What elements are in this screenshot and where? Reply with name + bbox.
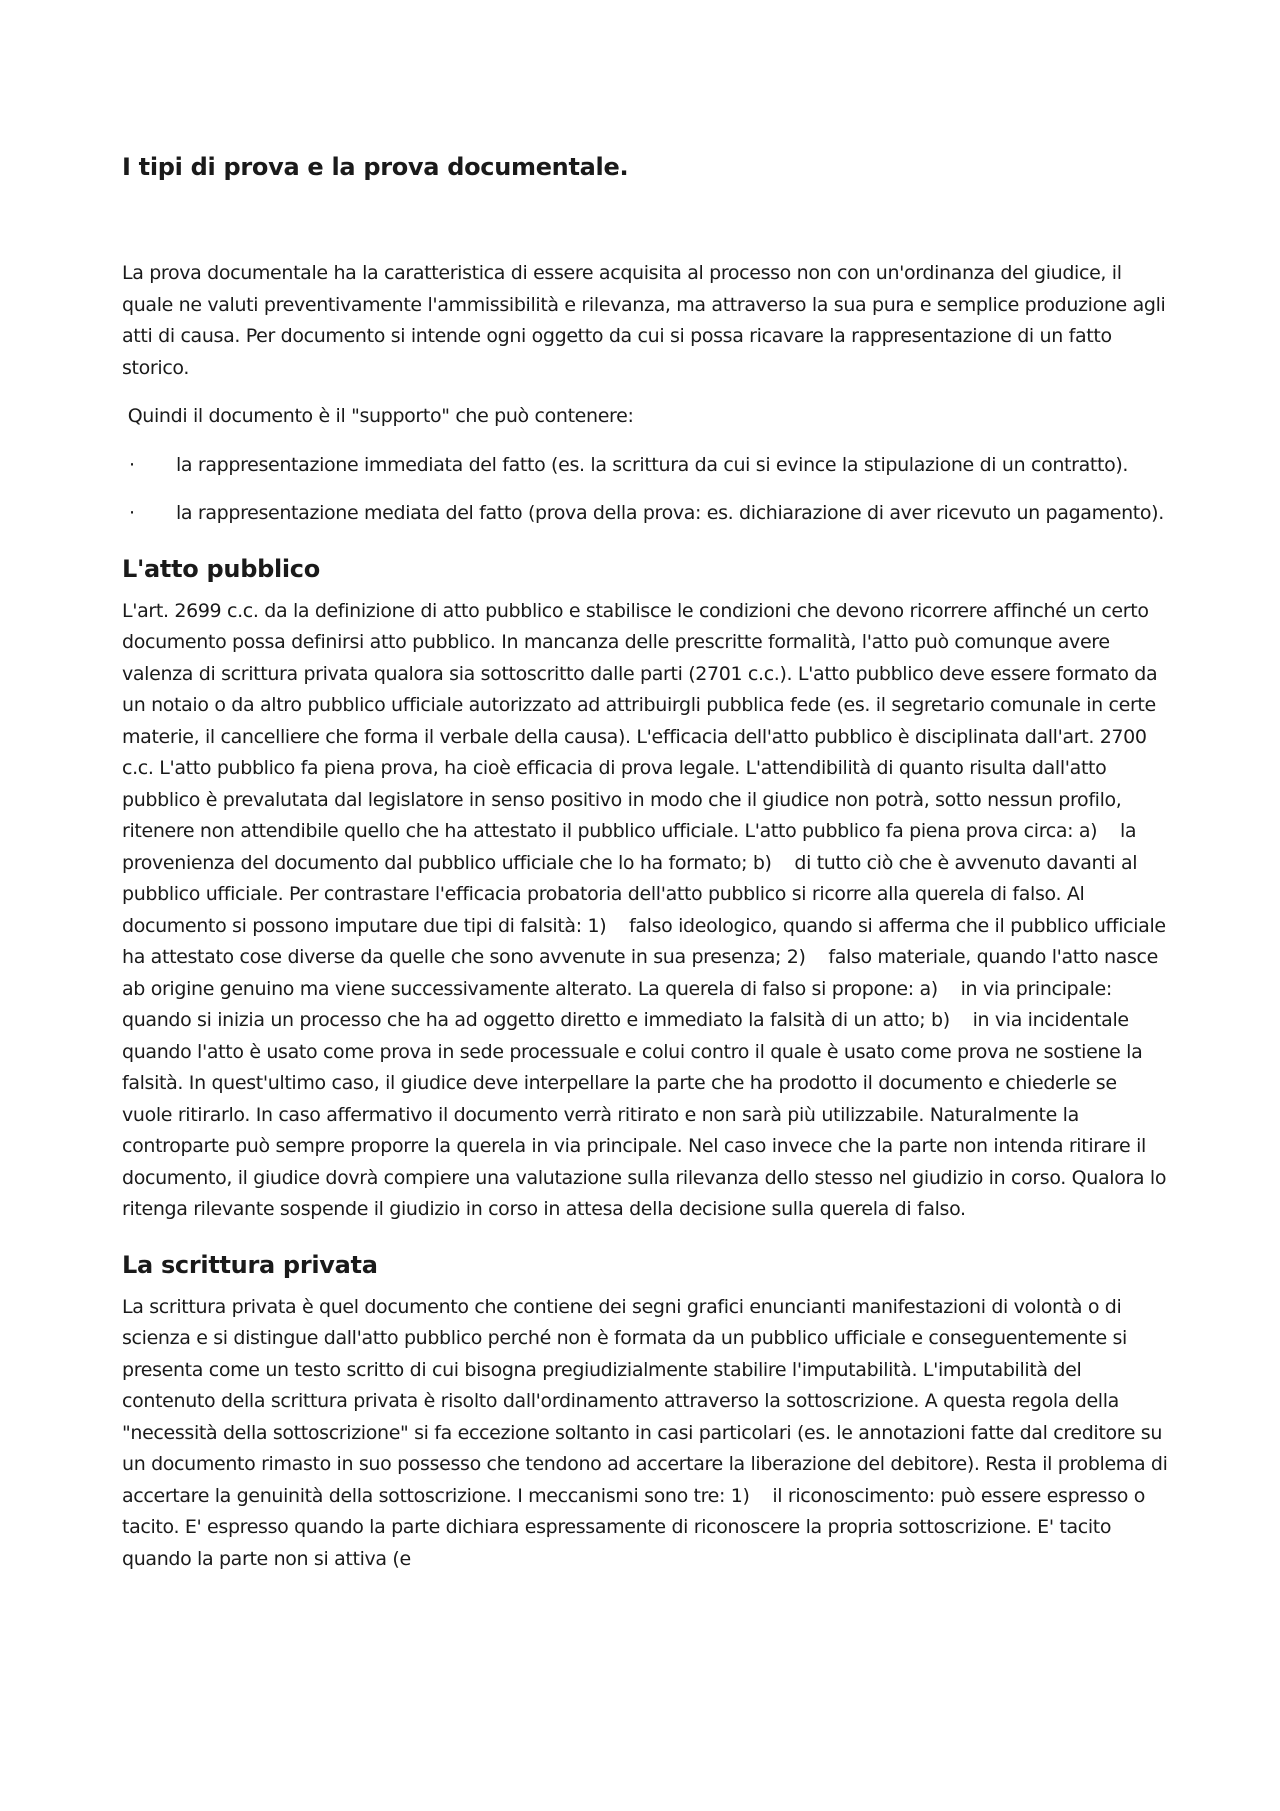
bullet-text: la rappresentazione immediata del fatto (es. la scrittura da cui si evince la stipulazione di un contratto). <box>176 453 1129 476</box>
bullet-dot-icon: · <box>129 453 135 476</box>
document-title: I tipi di prova e la prova documentale. <box>122 153 629 181</box>
section-paragraph-scrittura-privata: La scrittura privata è quel documento che contiene dei segni grafici enuncianti manifestazioni di volontà o di scienza e si distingue dall'atto pubblico perché non è formata da un pubblico ufficiale e conseguentemente si presenta come un testo scritto di cui bisogna pregiudizialmente stabilire l'imputabilità. L'imputabilità del contenuto della scrittura privata è risolto dall'ordinamento attraverso la sottoscrizione. A questa regola della "necessità della sottoscrizione" si fa eccezione soltanto in casi particolari (es. le annotazioni fatte dal creditore su un documento rimasto in suo possesso che tendono ad accertare la liberazione del debitore). Resta il problema di accertare la genuinità della sottoscrizione. I meccanismi sono tre: 1) il riconoscimento: può essere espresso o tacito. E' espresso quando la parte dichiara espressamente di riconoscere la propria sottoscrizione. E' tacito quando la parte non si attiva (e <box>122 1295 1174 1570</box>
section-heading-scrittura-privata: La scrittura privata <box>122 1250 378 1279</box>
bullet-text: la rappresentazione mediata del fatto (prova della prova: es. dichiarazione di aver ricevuto un pagamento). <box>176 502 1164 524</box>
document-body <box>122 150 1172 1575</box>
section-heading-atto-pubblico: L'atto pubblico <box>122 554 320 583</box>
section-paragraph-atto-pubblico: L'art. 2699 c.c. da la definizione di atto pubblico e stabilisce le condizioni che devono ricorrere affinché un certo documento possa definirsi atto pubblico. In mancanza delle prescritte formalità, l'atto può comunque avere valenza di scrittura privata qualora sia sottoscritto dalle parti (2701 c.c.). L'atto pubblico deve essere formato da un notaio o da altro pubblico ufficiale autorizzato ad attribuirgli pubblica fede (es. il segretario comunale in certe materie, il cancelliere che forma il verbale della causa). L'efficacia dell'atto pubblico è disciplinata dall'art. 2700 c.c. L'atto pubblico fa piena prova, ha cioè efficacia di prova legale. L'attendibilità di quanto risulta dall'atto pubblico è prevalutata dal legislatore in senso positivo in modo che il giudice non potrà, sotto nessun profilo, ritenere non attendibile quello che ha attestato il pubblico ufficiale. L'atto pubblico fa piena prova circa: a) la provenienza del documento dal pubblico ufficiale che lo ha formato; b) di tutto ciò che è avvenuto davanti al pubblico ufficiale. Per contrastare l'efficacia probatoria dell'atto pubblico si ricorre alla querela di falso. Al documento si possono imputare due tipi di falsità: 1) falso ideologico, quando si afferma che il pubblico ufficiale ha attestato cose diverse da quelle che sono avvenute in sua presenza; 2) falso materiale, quando l'atto nasce ab origine genuino ma viene successivamente alterato. La querela di falso si propone: a) in via principale: quando si inizia un processo che ha ad oggetto diretto e immediato la falsità di un atto; b) in via incidentale quando l'atto è usato come prova in sede processuale e colui contro il quale è usato come prova ne sostiene la falsità. In quest'ultimo caso, il giudice deve interpellare la parte che ha prodotto il documento e chiederle se vuole ritirarlo. In caso affermativo il documento verrà ritirato e non sarà più utilizzabile. Naturalmente la controparte può sempre proporre la querela in via principale. Nel caso invece che la parte non intenda ritirare il documento, il giudice dovrà compiere una valutazione sulla rilevanza dello stesso nel giudizio in corso. Qualora lo ritenga rilevante sospende il giudizio in corso in attesa della decisione sulla querela di falso. <box>122 599 1172 1220</box>
bullet-item <box>122 498 1172 530</box>
bullet-dot-icon: · <box>129 502 135 524</box>
bullet-item <box>122 450 1172 482</box>
support-paragraph: Quindi il documento è il "supporto" che può contenere: <box>122 405 634 427</box>
intro-paragraph: La prova documentale ha la caratteristica di essere acquisita al processo non con un'ordinanza del giudice, il quale ne valuti preventivamente l'ammissibilità e rilevanza, ma attraverso la sua pura e semplice produzione agli atti di causa. Per documento si intende ogni oggetto da cui si possa ricavare la rappresentazione di un fatto storico. <box>122 262 1166 379</box>
